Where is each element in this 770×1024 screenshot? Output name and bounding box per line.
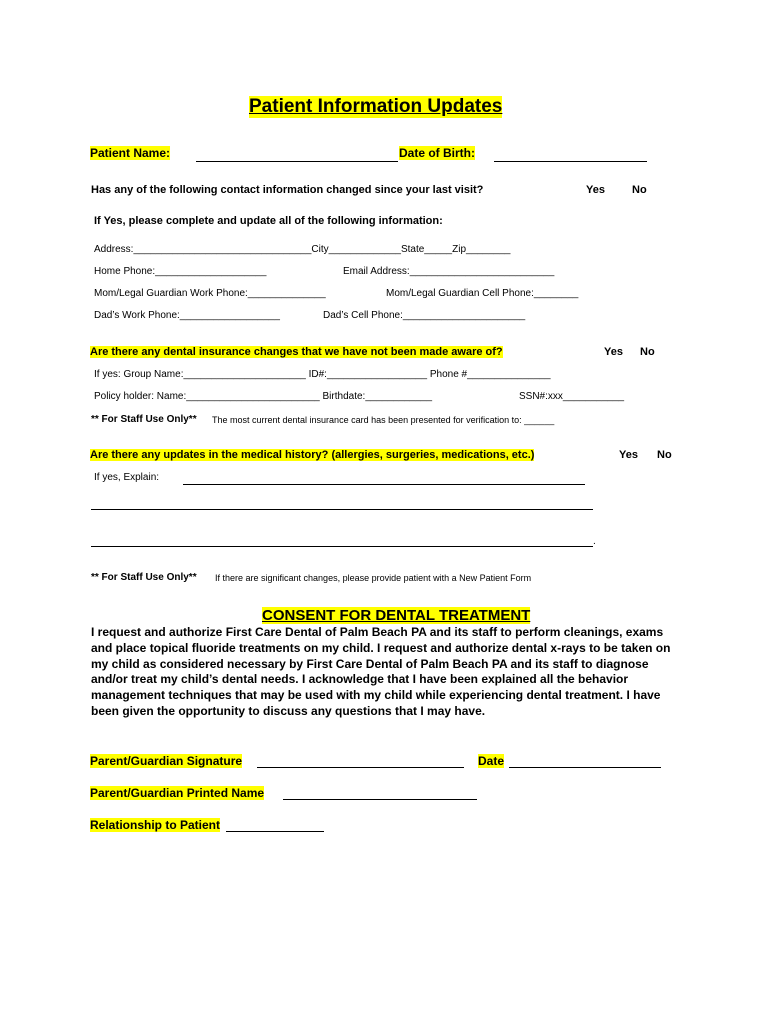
address-city-state-zip-field[interactable]: Address:________________________________City_____________State_____Zip________ [94,244,511,255]
if-yes-explain-label: If yes, Explain: [94,472,160,483]
contact-no-option[interactable]: No [632,184,647,196]
consent-paragraph: I request and authorize First Care Dental of Palm Beach PA and its staff to perform cleanings, exams and place topical fluoride treatments on my child. I request and authorize dental x-rays to be taken on my child as considered necessary by First Care Dental of Palm Beach PA and its staff to diagnose and/or treat my child’s dental needs. I acknowledge that I have been explained all the behavior management techniques that may be used with my child while experiencing dental treatment. I have been given the opportunity to discuss any questions that I may have. [91,625,671,718]
printed-name-label: Parent/Guardian Printed Name [90,786,265,800]
dad-cell-phone-field[interactable]: Dad’s Cell Phone:______________________ [323,310,526,321]
staff-use-label: ** For Staff Use Only** [91,414,197,425]
email-field[interactable]: Email Address:__________________________ [343,266,555,277]
printed-name-field[interactable] [283,799,477,800]
relationship-label: Relationship to Patient [90,818,221,832]
group-id-phone-field[interactable]: If yes: Group Name:______________________ ID#:__________________ Phone #_______________ [94,369,551,380]
if-yes-instruction: If Yes, please complete and update all of the following information: [94,215,443,227]
page-title: Patient Information Updates [249,96,503,117]
explain-line-1[interactable] [183,484,585,485]
patient-name-field[interactable] [196,161,398,162]
relationship-field[interactable] [226,831,324,832]
policy-holder-field[interactable]: Policy holder: Name:________________________ Birthdate:____________ [94,391,433,402]
contact-yes-option[interactable]: Yes [586,184,605,196]
staff-new-patient-note: If there are significant changes, please provide patient with a New Patient Form [215,573,532,583]
medical-history-question: Are there any updates in the medical history? (allergies, surgeries, medications, etc.) [90,449,535,461]
dad-work-phone-field[interactable]: Dad’s Work Phone:__________________ [94,310,280,321]
explain-period: . [593,536,596,547]
ssn-field[interactable]: SSN#:xxx___________ [519,391,625,402]
insurance-question: Are there any dental insurance changes that we have not been made aware of? [90,346,503,358]
staff-use-label-2: ** For Staff Use Only** [91,572,197,583]
signature-field[interactable] [257,767,464,768]
date-label: Date [478,754,505,768]
date-field[interactable] [509,767,661,768]
signature-label: Parent/Guardian Signature [90,754,243,768]
patient-name-label: Patient Name: [90,146,171,160]
insurance-no-option[interactable]: No [640,346,655,358]
consent-title: CONSENT FOR DENTAL TREATMENT [262,607,531,624]
dob-label: Date of Birth: [399,146,475,160]
mom-work-phone-field[interactable]: Mom/Legal Guardian Work Phone:______________ [94,288,326,299]
dob-field[interactable] [494,161,647,162]
staff-insurance-note: The most current dental insurance card has been presented for verification to: ______ [212,415,555,425]
explain-line-3[interactable] [91,546,593,547]
insurance-yes-option[interactable]: Yes [604,346,623,358]
mom-cell-phone-field[interactable]: Mom/Legal Guardian Cell Phone:________ [386,288,579,299]
medical-yes-option[interactable]: Yes [619,449,638,461]
home-phone-field[interactable]: Home Phone:____________________ [94,266,267,277]
explain-line-2[interactable] [91,509,593,510]
medical-no-option[interactable]: No [657,449,672,461]
contact-question: Has any of the following contact information changed since your last visit? [91,184,484,196]
